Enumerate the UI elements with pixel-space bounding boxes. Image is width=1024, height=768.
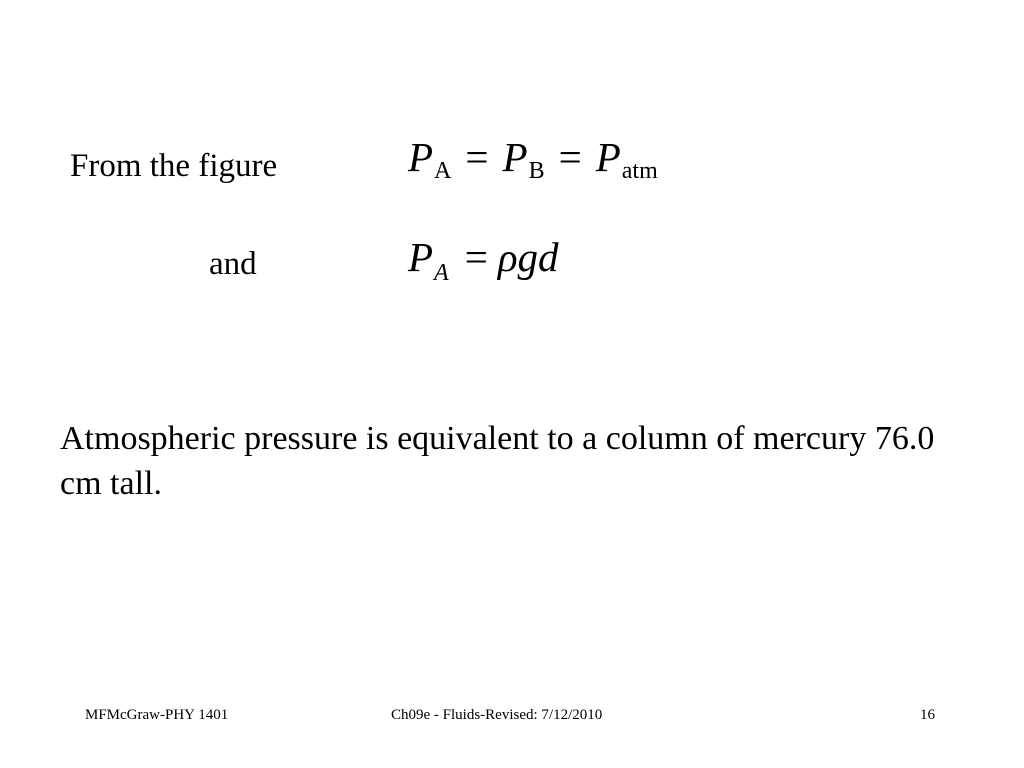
eq2-gd: gd <box>517 234 559 280</box>
eq1-sub-a: A <box>434 158 452 184</box>
eq1-equals-2: = <box>558 134 582 180</box>
footer-course: MFMcGraw-PHY 1401 <box>85 707 229 723</box>
eq2-rho: ρ <box>497 234 518 280</box>
eq2-p: P <box>408 234 434 280</box>
eq1-sub-atm: atm <box>621 158 658 184</box>
footer-page-number: 16 <box>920 707 935 723</box>
equation-hydrostatic-pressure <box>408 234 559 286</box>
footer-chapter: Ch09e - Fluids-Revised: 7/12/2010 <box>391 707 603 723</box>
eq1-p-atm: P <box>595 134 621 180</box>
from-the-figure-label: From the figure <box>70 148 278 184</box>
eq1-equals-1: = <box>465 134 489 180</box>
equation-pressure-equality <box>408 134 658 184</box>
eq2-sub-a: A <box>434 260 449 286</box>
eq1-p-a: P <box>408 134 434 180</box>
and-label: and <box>209 246 257 282</box>
eq1-p-b: P <box>502 134 528 180</box>
body-text: Atmospheric pressure is equivalent to a column of mercury 76.0 cm tall. <box>60 420 935 502</box>
eq1-sub-b: B <box>528 158 545 184</box>
eq2-equals: = <box>464 234 488 280</box>
